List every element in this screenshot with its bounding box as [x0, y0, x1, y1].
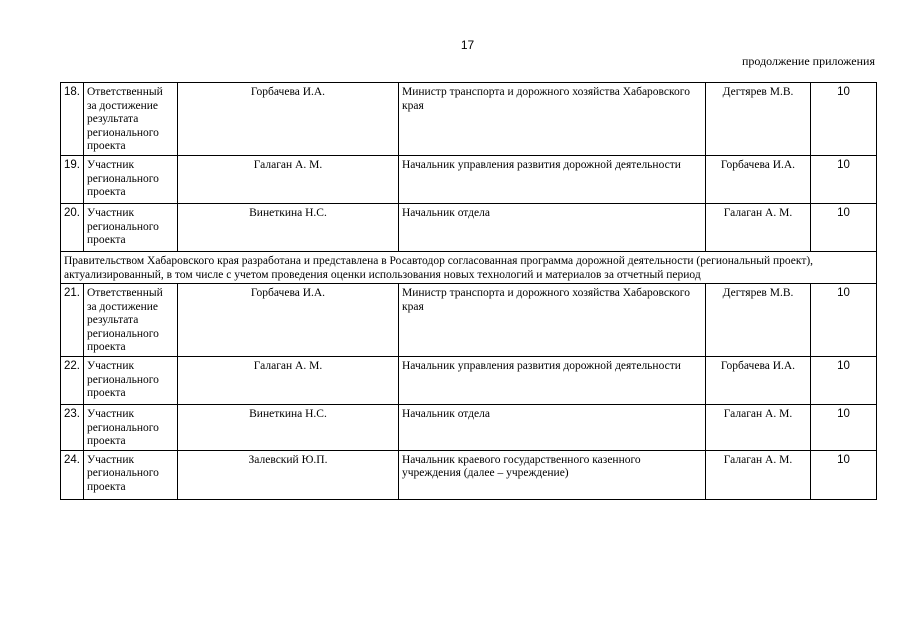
- continuation-label: продолжение приложения: [742, 54, 875, 68]
- page-number: 17: [460, 38, 475, 52]
- table-row: [61, 204, 877, 252]
- row-number: 21.: [61, 284, 84, 357]
- value-cell: 10: [811, 357, 877, 405]
- position-cell: Министр транспорта и дорожного хозяйства Хабаровского края: [399, 284, 706, 357]
- milestone-row: [61, 252, 877, 284]
- role-cell: Участник регионального проекта: [84, 357, 178, 405]
- row-number: 23.: [61, 405, 84, 451]
- row-number: 24.: [61, 450, 84, 499]
- name-cell: Горбачева И.А.: [178, 83, 399, 156]
- table-row: [61, 156, 877, 204]
- supervisor-cell: Дегтярев М.В.: [706, 284, 811, 357]
- row-number: 19.: [61, 156, 84, 204]
- position-cell: Начальник отдела: [399, 204, 706, 252]
- value-cell: 10: [811, 204, 877, 252]
- participants-table: [60, 82, 877, 500]
- name-cell: Горбачева И.А.: [178, 284, 399, 357]
- position-cell: Начальник управления развития дорожной деятельности: [399, 156, 706, 204]
- value-cell: 10: [811, 156, 877, 204]
- name-cell: Галаган А. М.: [178, 156, 399, 204]
- table-row: [61, 405, 877, 451]
- value-cell: 10: [811, 450, 877, 499]
- table-row: [61, 450, 877, 499]
- table-row: [61, 357, 877, 405]
- value-cell: 10: [811, 405, 877, 451]
- name-cell: Винеткина Н.С.: [178, 405, 399, 451]
- supervisor-cell: Дегтярев М.В.: [706, 83, 811, 156]
- milestone-text: Правительством Хабаровского края разработана и представлена в Росавтодор согласованная программа дорожной деятельности (региональный проект), актуализированный, в том числе с учетом проведения оценки использования новых технологий и материалов за отчетный период: [61, 252, 877, 284]
- supervisor-cell: Галаган А. М.: [706, 405, 811, 451]
- row-number: 18.: [61, 83, 84, 156]
- supervisor-cell: Галаган А. М.: [706, 450, 811, 499]
- role-cell: Участник регионального проекта: [84, 204, 178, 252]
- row-number: 22.: [61, 357, 84, 405]
- position-cell: Начальник краевого государственного казенного учреждения (далее – учреждение): [399, 450, 706, 499]
- table-row: [61, 284, 877, 357]
- position-cell: Начальник отдела: [399, 405, 706, 451]
- value-cell: 10: [811, 284, 877, 357]
- role-cell: Участник регионального проекта: [84, 405, 178, 451]
- name-cell: Винеткина Н.С.: [178, 204, 399, 252]
- supervisor-cell: Горбачева И.А.: [706, 156, 811, 204]
- value-cell: 10: [811, 83, 877, 156]
- supervisor-cell: Горбачева И.А.: [706, 357, 811, 405]
- name-cell: Залевский Ю.П.: [178, 450, 399, 499]
- role-cell: Ответственный за достижение результата регионального проекта: [84, 284, 178, 357]
- name-cell: Галаган А. М.: [178, 357, 399, 405]
- position-cell: Министр транспорта и дорожного хозяйства Хабаровского края: [399, 83, 706, 156]
- table-row: [61, 83, 877, 156]
- role-cell: Участник регионального проекта: [84, 450, 178, 499]
- role-cell: Ответственный за достижение результата регионального проекта: [84, 83, 178, 156]
- row-number: 20.: [61, 204, 84, 252]
- role-cell: Участник регионального проекта: [84, 156, 178, 204]
- supervisor-cell: Галаган А. М.: [706, 204, 811, 252]
- position-cell: Начальник управления развития дорожной деятельности: [399, 357, 706, 405]
